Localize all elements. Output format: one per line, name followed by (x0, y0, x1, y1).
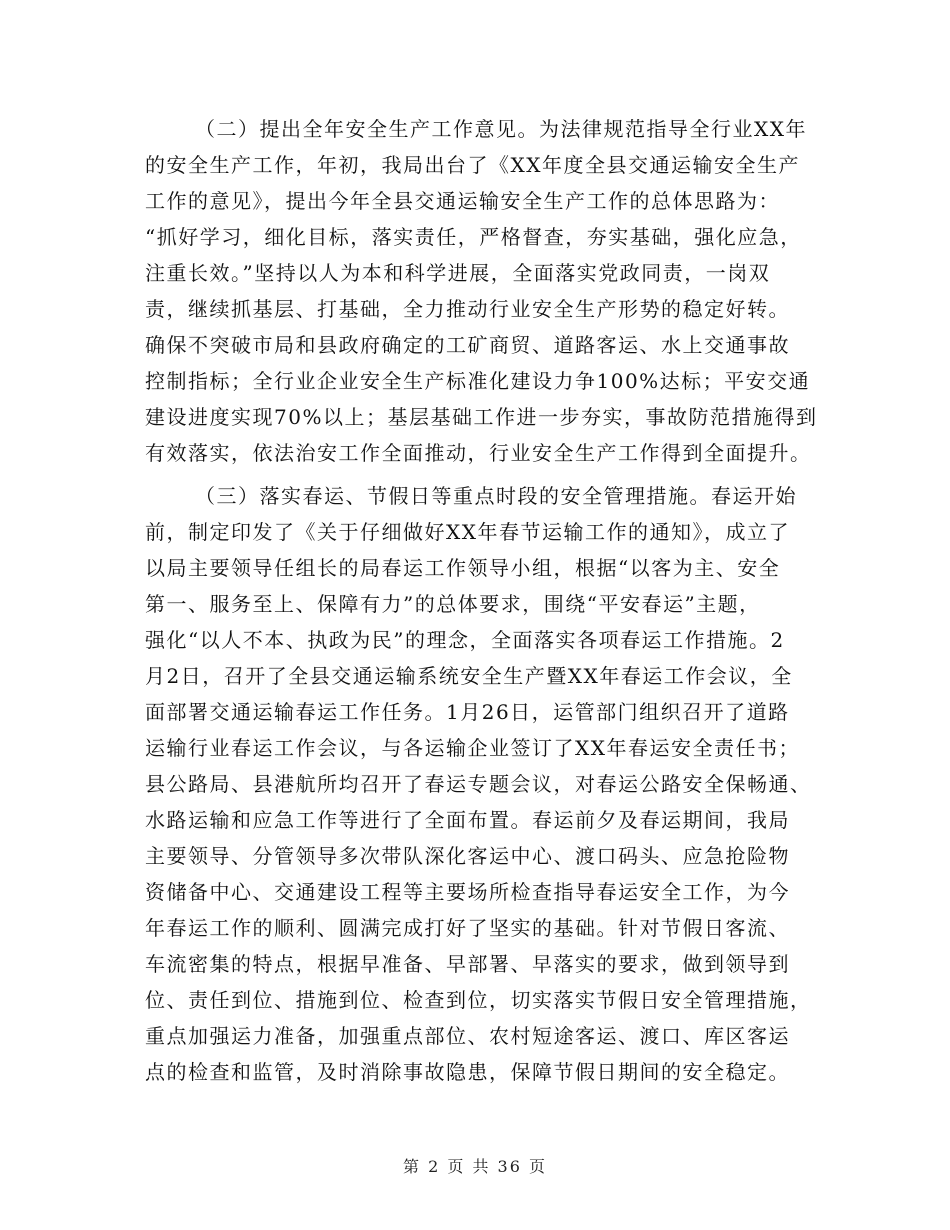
paragraph-line: “抓好学习，细化目标，落实责任，严格督查，夯实基础，强化应急， (145, 225, 802, 249)
paragraph-line: （三）落实春运、节假日等重点时段的安全管理措施。春运开始 (195, 484, 797, 508)
paragraph-line: 位、责任到位、措施到位、检查到位，切实落实节假日安全管理措施， (145, 988, 812, 1012)
page-number-footer: 第 2 页 共 36 页 (403, 1157, 547, 1176)
paragraph-line: 水路运输和应急工作等进行了全面布置。春运前夕及春运期间，我局 (145, 808, 790, 832)
paragraph-line: 注重长效。”坚持以人为本和科学进展，全面落实党政同责，一岗双 (145, 261, 771, 285)
paragraph-line: 的安全生产工作，年初，我局出台了《XX年度全县交通运输安全生产 (145, 153, 800, 177)
paragraph-line: 月2日，召开了全县交通运输系统安全生产暨XX年春运工作会议，全 (145, 664, 793, 688)
paragraph-line: 建设进度实现70%以上；基层基础工作进一步夯实，事故防范措施得到 (145, 405, 818, 429)
paragraph-line: （二）提出全年安全生产工作意见。为法律规范指导全行业XX年 (195, 117, 807, 141)
paragraph-line: 确保不突破市局和县政府确定的工矿商贸、道路客运、水上交通事故 (145, 333, 790, 357)
paragraph-line: 控制指标；全行业企业安全生产标准化建设力争100%达标；平安交通 (145, 369, 811, 393)
paragraph-line: 责，继续抓基层、打基础，全力推动行业安全生产形势的稳定好转。 (145, 297, 790, 321)
paragraph-line: 重点加强运力准备，加强重点部位、农村短途客运、渡口、库区客运 (145, 1024, 790, 1048)
paragraph-line: 前，制定印发了《关于仔细做好XX年春节运输工作的通知》，成立了 (145, 520, 790, 544)
paragraph-line: 运输行业春运工作会议，与各运输企业签订了XX年春运安全责任书； (145, 736, 800, 760)
paragraph-line: 强化“以人不本、执政为民”的理念，全面落实各项春运工作措施。2 (145, 628, 785, 652)
paragraph-line: 年春运工作的顺利、圆满完成打好了坚实的基础。针对节假日客流、 (145, 916, 790, 940)
paragraph-line: 主要领导、分管领导多次带队深化客运中心、渡口码头、应急抢险物 (145, 844, 790, 868)
paragraph-line: 有效落实，依法治安工作全面推动，行业安全生产工作得到全面提升。 (145, 441, 812, 465)
paragraph-line: 工作的意见》，提出今年全县交通运输安全生产工作的总体思路为： (145, 189, 780, 213)
paragraph-line: 点的检查和监管，及时消除事故隐患，保障节假日期间的安全稳定。 (145, 1060, 790, 1084)
paragraph-line: 县公路局、县港航所均召开了春运专题会议，对春运公路安全保畅通、 (145, 772, 812, 796)
paragraph-line: 以局主要领导任组长的局春运工作领导小组，根据“以客为主、安全 (145, 556, 781, 580)
paragraph-line: 资储备中心、交通建设工程等主要场所检查指导春运安全工作，为今 (145, 880, 790, 904)
paragraph-line: 第一、服务至上、保障有力”的总体要求，围绕“平安春运”主题， (145, 592, 761, 616)
paragraph-line: 面部署交通运输春运工作任务。1月26日，运管部门组织召开了道路 (145, 700, 790, 724)
paragraph-line: 车流密集的特点，根据早准备、早部署、早落实的要求，做到领导到 (145, 952, 790, 976)
